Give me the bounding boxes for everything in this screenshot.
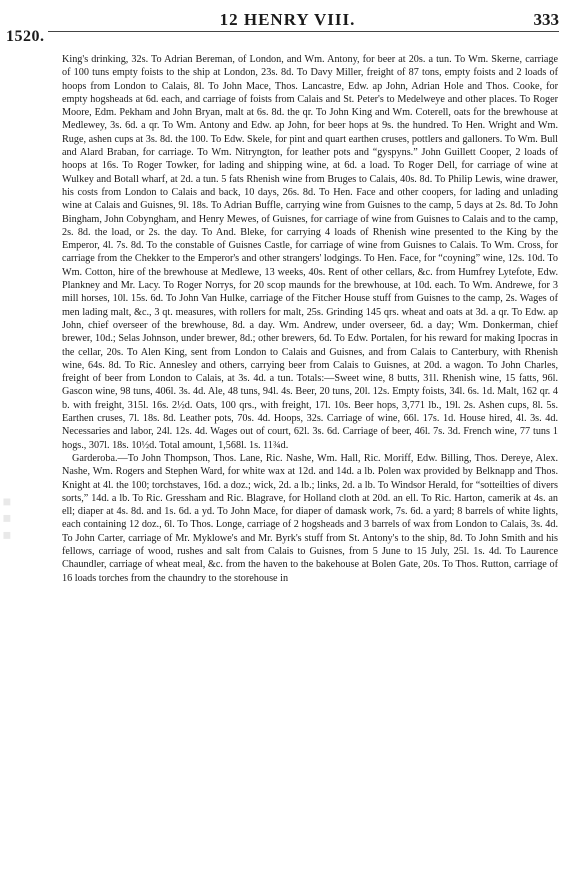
library-stamp: ■ ■ ■ [2, 494, 12, 540]
paragraph-accounts: King's drinking, 32s. To Adrian Bereman, of London, and Wm. Antony, for beer at 20s. a tun. To Wm. Skerne, carriage of 100 tuns empty foists to the ship at London, 23s. 8d. To Davy Miller, freight of 87 tons, empty foists and 2 loads of hoops from London to Calais, 8l. To John Mace, Thos. Lancastre, Edw. ap John, Adrian Hole and Thos. Cooke, for empty hogsheads at 6d. each, and carriage of foists from Calais and St. Peter's to Medelweye and other places. To Roger Moore, Edm. Pekham and John Bryan, malt at 6s. 8d. the qr. To John King and Wm. Coterell, oats for the brewhouse at Medlewey, 3s. 6d. a qr. To Wm. Antony and Edw. ap John, for beer hops at 9s. the hundred. To Hen. Wright and Wm. Ruge, ashen cups at 3s. 8d. the 100. To Edw. Skele, for pint and quart earthen cruses, pottlers and galloners. To Wm. Bull and Alard Braban, for carriage. To Wm. Nitryngton, for leather pots and “gyspyns.” John Guillett Cooper, 2 loads of hoops at 16s. To Roger Towker, for lading and shipping wine, at 6d. a load. To Roger Dell, for carriage of wine at Wulkey and Botall wharf, at 2d. a tun. 5 fats Rhenish wine from Bruges to Calais, 40s. 8d. To Philip Lewis, wine drawer, his costs from London to Calais and back, 10 days, 26s. 8d. To Hen. Face and other coopers, for lading and unlading wine at Calais and Guisnes, 9l. 18s. To Adrian Buffle, carrying wine from Guisnes to the camp, 5 days at 2s. 8d. To John Bingham, John Cobyngham, and Henry Mewes, of Guisnes, for carriage of wine from Guisnes to Calais and to the camp, 2s. 8d. the load, or 2s. the day. To And. Bleke, for carrying 4 loads of Rhenish wine presented to the King by the Emperor, 4l. 7s. 8d. To the constable of Guisnes Castle, for carriage of wine from Guisnes to Calais. To Wm. Cross, for carriage from the Chekker to the Emperor's and other strangers' lodgings. To Hen. Face, for “coyning” wine, 12s. 10d. To Wm. Cotton, hire of the brewhouse at Medlewe, 13 weeks, 40s. Rent of other cellars, &c. from Humfrey Lytefote, Edw. Plankney and Mr. Lacy. To Roger Norrys, for 20 scop maunds for the brewhouse, at 10d. each. To Wm. Andrewe, for 3 mill horses, 10l. 15s. 6d. To John Van Hulke, carriage of the Fitcher House stuff from Guisnes to the camp, 2s. Wages of men lading malt, &c., 3 qt. measures, with rollers for malt, 25s. Grinding 145 qrs. wheat and oats at 3d. a qr. To Edw. ap John, chief overseer of the brewhouse, 8d. a day. Wm. Andrew, under overseer, 6d. a day; Wm. Donkerman, chief brewer, 10d.; Selas Johnson, under brewer, 8d.; other brewers, 6d. To Edw. Portalen, for his reward for making Ipocras in the cellar, 20s. To Alen King, sent from London to Calais and Guisnes, and from Calais to Canterbury, with Rhenish wine, 64s. 8d. To Ric. Annesley and others, carrying beer from Calais to Guisnes, at 20d. a wagon. To John Charles, freight of beer from London to Calais, at 3s. 4d. a tun. Totals:—Sweet wine, 8 butts, 31l. Rhenish wine, 15 fatts, 96l. Gascon wine, 98 tuns, 406l. 3s. 4d. Ale, 48 tuns, 94l. 4s. Beer, 20 tuns, 20l. 12s. Empty foists, 34l. 6s. 1d. Malt, 162 qr. 4 b. with freight, 315l. 16s. 2½d. Oats, 100 qrs., with freight, 17l. 10s. Beer hops, 3,771 lb., 19l. 2s. Ashen cups, 8l. 5s. Earthen cruses, 7l. 18s. 8d. Leather pots, 70s. 4d. Hoops, 32s. Carriage of wine, 66l. 17s. 1d. House hired, 4l. 3s. 4d. Necessaries and labor, 24l. 12s. 4d. Wages out of court, 62l. 3s. 6d. Carriage of beer, 46l. 7s. 3d. French wine, 77 tuns 1 hogs., 307l. 18s. 10½d. Total amount, 1,568l. 1s. 11¾d. [62, 54, 558, 451]
year-margin-note: 1520. [6, 28, 45, 45]
page-number: 333 [533, 10, 559, 29]
paragraph-garderoba: Garderoba.—To John Thompson, Thos. Lane, Ric. Nashe, Wm. Hall, Ric. Moriff, Edw. Billing, Thos. Dereye, Alex. Nashe, Wm. Rogers and Stephen Ward, for white wax at 12d. and 14d. a lb. Polen wax provided by Belknapp and Thos. Knight at 4l. the 100; torchstaves, 16d. a doz.; wick, 2d. a lb.; links, 2d. a lb. To Windsor Herald, for “sotteilties of divers sorts,” 14d. a lb. To Ric. Gressham and Ric. Blagrave, for Holland cloth at 20d. an ell. To Ric. Harton, camerik at 4s. an ell; diaper at 4s. 8d. and 1s. 6d. a yd. To John Mace, for diaper of damask work, 7s. 6d. a yard; 8 barrels of white lights, each containing 12 doz., 6l. To Thos. Longe, carriage of 2 hogsheads and 3 barrels of wax from London to Calais, 3s. 4d. To John Carter, carriage of Mr. Myklowe's and Mr. Byrk's stuff from St. Antony's to the ship, 8d. To John Smith and his fellows, carriage of wood, rushes and salt from Calais to Guisnes, from 5 June to 15 July, 25l. 1s. 4d. To Laurence Chaundler, carriage of wheat meal, &c. from the haven to the bakehouse at Bolen Gate, 20s. To Thos. Rutton, carriage of 16 loads torches from the chaundry to the storehouse in [62, 452, 558, 584]
body-text [62, 53, 558, 883]
header-rule [48, 31, 559, 32]
running-head-title: 12 HENRY VIII. [219, 10, 356, 29]
